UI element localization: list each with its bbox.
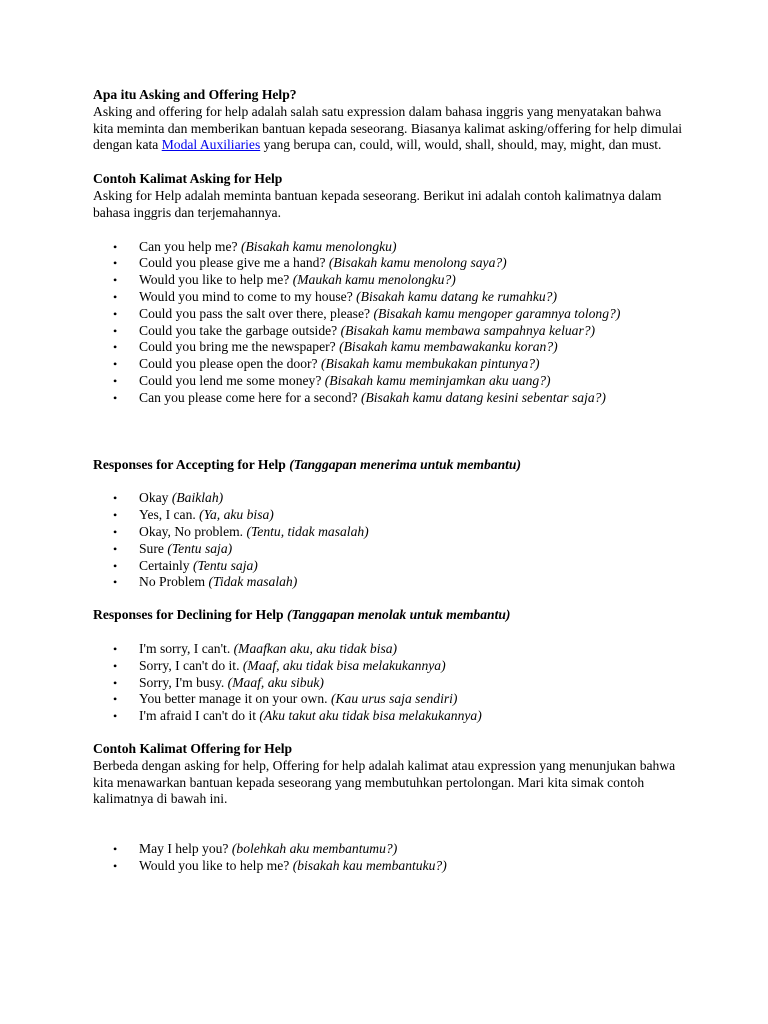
english-sentence: Yes, I can. (139, 507, 200, 523)
bullet-icon: • (113, 524, 118, 539)
list-item (113, 255, 683, 272)
declining-heading-translation: (Tanggapan menolak untuk membantu) (286, 607, 511, 623)
bullet-icon: • (113, 491, 118, 506)
bullet-icon: • (113, 323, 118, 338)
indonesian-translation: (Bisakah kamu datang kesini sebentar saja?) (360, 389, 606, 405)
english-sentence: Could you lend me some money? (139, 372, 325, 388)
english-sentence: Okay (139, 490, 172, 506)
english-sentence: Can you please come here for a second? (139, 389, 361, 405)
heading-declining-responses (93, 607, 683, 624)
indonesian-translation: (Maaf, aku sibuk) (227, 674, 324, 690)
english-sentence: Okay, No problem. (139, 523, 247, 539)
list-item (113, 490, 683, 507)
bullet-icon: • (113, 558, 118, 573)
english-sentence: I'm sorry, I can't. (139, 640, 234, 656)
heading-offering-examples: Contoh Kalimat Offering for Help (93, 740, 293, 756)
english-sentence: Could you please open the door? (139, 356, 321, 372)
indonesian-translation: (bisakah kau membantuku?) (292, 857, 447, 873)
intro-text-after-link: yang berupa can, could, will, would, shall, should, may, might, dan must. (260, 137, 662, 153)
english-sentence: Sure (139, 540, 168, 556)
list-item (113, 640, 683, 658)
bullet-icon: • (113, 239, 118, 254)
bullet-icon: • (113, 390, 118, 405)
list-item (113, 691, 683, 708)
intro-text-before-link: Asking and offering for help adalah salah satu expression dalam bahasa inggris yang menyatakan bahwa kita meminta dan memberikan bantuan kepada seseorang. Biasanya kalimat asking/offering for help dimulai dengan kata (93, 103, 683, 153)
english-sentence: You better manage it on your own. (139, 691, 331, 707)
english-sentence: Would you like to help me? (139, 272, 293, 288)
english-sentence: No Problem (139, 574, 209, 590)
list-item (113, 339, 683, 356)
indonesian-translation: (Maaf, aku tidak bisa melakukannya) (242, 657, 446, 673)
indonesian-translation: (Maafkan aku, aku tidak bisa) (233, 640, 398, 656)
indonesian-translation: (Baiklah) (171, 490, 224, 506)
indonesian-translation: (Bisakah kamu membukakan pintunya?) (320, 356, 540, 372)
bullet-icon: • (113, 256, 118, 271)
list-item (113, 238, 683, 256)
list-item (113, 574, 683, 591)
bullet-icon: • (113, 373, 118, 388)
indonesian-translation: (Bisakah kamu menolong saya?) (328, 255, 507, 271)
list-item (113, 322, 683, 340)
accepting-list (93, 490, 683, 591)
offering-paragraph: Berbeda dengan asking for help, Offering for help adalah kalimat atau expression yang menunjukan bahwa kita menawarkan bantuan kepada seseorang yang membutuhkan pertolongan. Mari kita simak contoh kalimatnya di bawah ini. (93, 757, 676, 807)
english-sentence: Could you bring me the newspaper? (139, 339, 340, 355)
indonesian-translation: (Tentu, tidak masalah) (246, 523, 369, 539)
list-item (113, 305, 683, 323)
list-item (113, 674, 683, 692)
indonesian-translation: (Bisakah kamu meminjamkan aku uang?) (324, 372, 551, 388)
asking-paragraph: Asking for Help adalah meminta bantuan kepada seseorang. Berikut ini adalah contoh kalimatnya dalam bahasa inggris dan terjemahannya. (93, 187, 662, 220)
bullet-icon: • (113, 541, 118, 556)
bullet-icon: • (113, 709, 118, 724)
spacer (93, 808, 683, 841)
spacer (93, 725, 683, 741)
bullet-icon: • (113, 357, 118, 372)
bullet-icon: • (113, 289, 118, 304)
english-sentence: Could you please give me a hand? (139, 255, 329, 271)
declining-heading-text: Responses for Declining for Help (93, 607, 287, 623)
bullet-icon: • (113, 641, 118, 656)
spacer (93, 222, 683, 239)
intro-paragraph (93, 104, 683, 154)
english-sentence: May I help you? (139, 841, 232, 857)
bullet-icon: • (113, 858, 118, 873)
list-item (113, 857, 683, 875)
heading-asking-examples: Contoh Kalimat Asking for Help (93, 171, 283, 187)
indonesian-translation: (Bisakah kamu datang ke rumahku?) (356, 288, 557, 304)
indonesian-translation: (Tentu saja) (167, 540, 233, 556)
english-sentence: Would you mind to come to my house? (139, 288, 357, 304)
indonesian-translation: (Bisakah kamu membawa sampahnya keluar?) (340, 322, 596, 338)
bullet-icon: • (113, 508, 118, 523)
list-item (113, 288, 683, 306)
english-sentence: Sorry, I can't do it. (139, 657, 243, 673)
spacer (93, 591, 683, 607)
list-item (113, 540, 683, 558)
spacer (93, 154, 683, 171)
modal-auxiliaries-link[interactable]: Modal Auxiliaries (161, 137, 261, 153)
bullet-icon: • (113, 675, 118, 690)
english-sentence: Could you pass the salt over there, please? (139, 305, 374, 321)
english-sentence: Certainly (139, 557, 193, 573)
indonesian-translation: (Tentu saja) (192, 557, 258, 573)
english-sentence: Sorry, I'm busy. (139, 674, 228, 690)
english-sentence: Could you take the garbage outside? (139, 322, 341, 338)
english-sentence: Would you like to help me? (139, 857, 293, 873)
indonesian-translation: (Bisakah kamu membawakanku koran?) (339, 339, 558, 355)
bullet-icon: • (113, 692, 118, 707)
indonesian-translation: (Aku takut aku tidak bisa melakukannya) (259, 708, 482, 724)
list-item (113, 708, 683, 725)
english-sentence: Can you help me? (139, 238, 241, 254)
document-page (93, 87, 683, 875)
indonesian-translation: (Bisakah kamu mengoper garamnya tolong?) (373, 305, 621, 321)
indonesian-translation: (Maukah kamu menolongku?) (292, 272, 456, 288)
bullet-icon: • (113, 273, 118, 288)
list-item (113, 557, 683, 575)
spacer (93, 624, 683, 641)
list-item (113, 507, 683, 524)
indonesian-translation: (Tidak masalah) (208, 574, 298, 590)
list-item (113, 389, 683, 407)
list-item (113, 356, 683, 373)
bullet-icon: • (113, 340, 118, 355)
indonesian-translation: (Bisakah kamu menolongku) (240, 238, 397, 254)
english-sentence: I'm afraid I can't do it (139, 708, 260, 724)
list-item (113, 272, 683, 289)
declining-list (93, 641, 683, 725)
indonesian-translation: (Kau urus saja sendiri) (330, 691, 458, 707)
list-item (113, 523, 683, 541)
bullet-icon: • (113, 575, 118, 590)
list-item (113, 372, 683, 390)
spacer (93, 407, 683, 457)
bullet-icon: • (113, 842, 118, 857)
indonesian-translation: (bolehkah aku membantumu?) (231, 841, 398, 857)
bullet-icon: • (113, 306, 118, 321)
offering-list (93, 841, 683, 875)
indonesian-translation: (Ya, aku bisa) (199, 507, 274, 523)
spacer (93, 473, 683, 490)
list-item (113, 657, 683, 675)
bullet-icon: • (113, 658, 118, 673)
heading-accepting-responses (93, 457, 683, 474)
accepting-heading-text: Responses for Accepting for Help (93, 456, 290, 472)
asking-list (93, 239, 683, 407)
accepting-heading-translation: (Tanggapan menerima untuk membantu) (289, 456, 522, 472)
list-item (113, 841, 683, 858)
heading-asking-offering: Apa itu Asking and Offering Help? (93, 87, 297, 102)
